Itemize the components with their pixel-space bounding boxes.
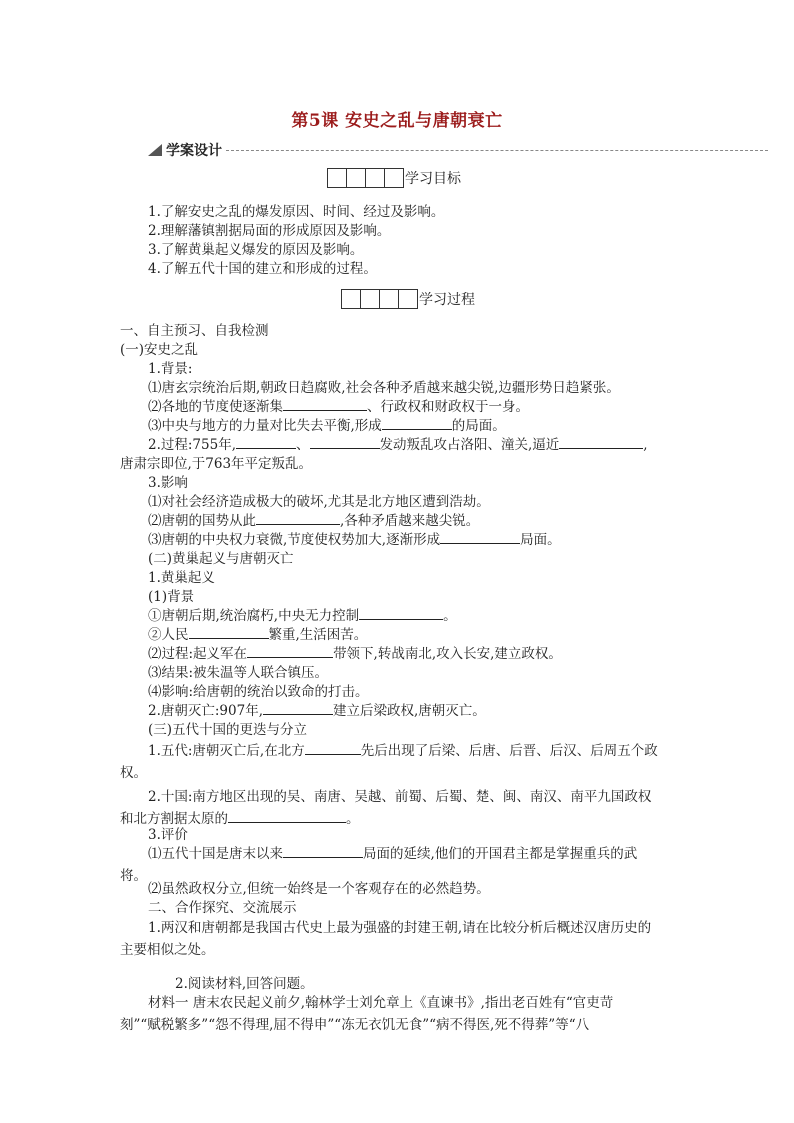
- answer-blank: [382, 417, 452, 430]
- answer-blank: [359, 607, 443, 620]
- text-line: ⑶结果:被朱温等人联合镇压。: [148, 665, 329, 681]
- goal-2: 2.理解藩镇割据局面的形成原因及影响。: [148, 223, 391, 239]
- text-line: ⑷影响:给唐朝的统治以致命的打击。: [148, 684, 369, 700]
- text-line: 唐肃宗即位,于763年平定叛乱。: [120, 456, 313, 472]
- triangle-icon: [148, 144, 162, 156]
- text-line: (1)背景: [148, 589, 195, 605]
- goals-heading: [327, 168, 461, 188]
- answer-blank: [559, 436, 643, 449]
- text-line: 2.阅读材料,回答问题。: [175, 976, 314, 992]
- paragraph: 2.十国:南方地区出现的吴、南唐、吴越、前蜀、后蜀、楚、闽、南汉、南平九国政权 和北方割据太原的 。: [120, 789, 652, 827]
- answer-blank: [189, 626, 269, 639]
- process-heading-text: 学习过程: [419, 292, 475, 308]
- box-decoration: [341, 289, 417, 309]
- part-two-heading: 二、合作探究、交流展示: [148, 900, 297, 916]
- text-line: ①唐朝后期,统治腐朽,中央无力控制 。: [148, 608, 457, 624]
- text-line: 1.背景:: [148, 361, 193, 377]
- text-line: 3.影响: [148, 475, 188, 491]
- text-line: 2.过程:755年, 、 发动叛乱攻占洛阳、潼关,逼近 ,: [148, 437, 648, 453]
- section-header: [148, 140, 768, 160]
- answer-blank: [283, 398, 367, 411]
- part-one-heading: 一、自主预习、自我检测: [120, 323, 269, 339]
- answer-blank: [263, 702, 333, 715]
- answer-blank: [247, 645, 333, 658]
- answer-blank: [236, 436, 296, 449]
- lesson-title: 第5课 安史之乱与唐朝衰亡: [291, 111, 503, 131]
- text-line: ⑵虽然政权分立,但统一始终是一个客观存在的必然趋势。: [148, 881, 490, 897]
- answer-blank: [228, 810, 346, 823]
- section-label: 学案设计: [166, 143, 222, 159]
- text-line: ⑶中央与地方的力量对比失去平衡,形成 的局面。: [148, 418, 506, 434]
- text-line: 1.黄巢起义: [148, 570, 215, 586]
- subsection-heading: (一)安史之乱: [120, 342, 199, 358]
- text-line: ⑴唐玄宗统治后期,朝政日趋腐败,社会各种矛盾越来越尖锐,边疆形势日趋紧张。: [148, 380, 620, 396]
- answer-blank: [440, 531, 520, 544]
- dotted-rule: [226, 150, 768, 151]
- text-line: ⑶唐朝的中央权力衰微,节度使权势加大,逐渐形成 局面。: [148, 532, 561, 548]
- goals-heading-text: 学习目标: [405, 171, 461, 187]
- paragraph: 1.两汉和唐朝都是我国古代史上最为强盛的封建王朝,请在比较分析后概述汉唐历史的 主要相似之处。: [120, 920, 652, 958]
- subsection-heading: (三)五代十国的更迭与分立: [148, 722, 308, 738]
- process-heading: [341, 289, 475, 309]
- paragraph: ⑴五代十国是唐末以来 局面的延续,他们的开国君主都是掌握重兵的武 将。: [120, 846, 638, 884]
- text-line: ⑵各地的节度使逐渐集 、行政权和财政权于一身。: [148, 399, 529, 415]
- text-line: ②人民 繁重,生活困苦。: [148, 627, 368, 643]
- text-line: 2.唐朝灭亡:907年, 建立后梁政权,唐朝灭亡。: [148, 703, 486, 719]
- text-line: 3.评价: [148, 827, 188, 843]
- text-line: ⑵唐朝的国势从此 ,各种矛盾越来越尖锐。: [148, 513, 480, 529]
- answer-blank: [283, 845, 363, 858]
- goal-4: 4.了解五代十国的建立和形成的过程。: [148, 261, 377, 277]
- subsection-heading: (二)黄巢起义与唐朝灭亡: [148, 551, 294, 567]
- answer-blank: [305, 742, 361, 755]
- text-line: ⑵过程:起义军在 带领下,转战南北,攻入长安,建立政权。: [148, 646, 562, 662]
- paragraph: 1.五代:唐朝灭亡后,在北方 先后出现了后梁、后唐、后晋、后汉、后周五个政 权。: [120, 743, 658, 781]
- text-line: ⑴对社会经济造成极大的破坏,尤其是北方地区遭到浩劫。: [148, 494, 490, 510]
- goal-3: 3.了解黄巢起义爆发的原因及影响。: [148, 242, 364, 258]
- answer-blank: [256, 512, 340, 525]
- goal-1: 1.了解安史之乱的爆发原因、时间、经过及影响。: [148, 204, 445, 220]
- answer-blank: [310, 436, 380, 449]
- paragraph: 材料一 唐末农民起义前夕,翰林学士刘允章上《直谏书》,指出老百姓有“官吏苛 刻”“赋税繁多”“怨不得理,屈不得申”“冻无衣饥无食”“病不得医,死不得葬”等“八: [120, 995, 614, 1033]
- box-decoration: [327, 168, 403, 188]
